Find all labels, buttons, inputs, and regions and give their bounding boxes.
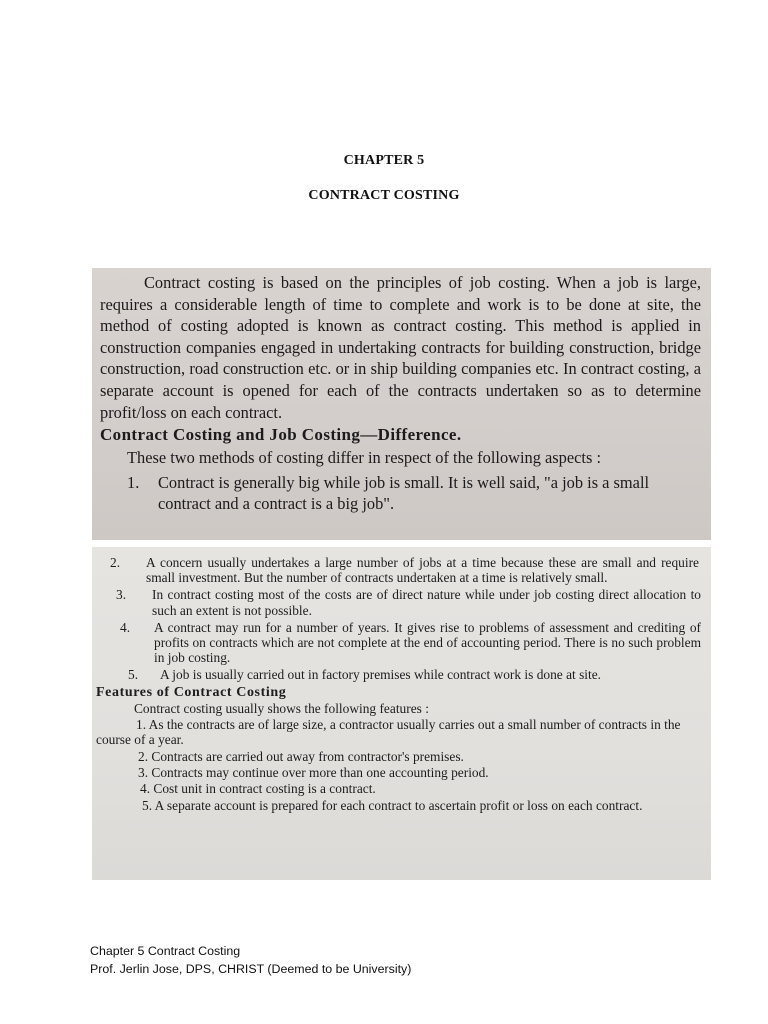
feature-item-1: 1. As the contracts are of large size, a contractor usually carries out a small number of contracts in the course of a year. (96, 717, 681, 748)
difference-heading: Contract Costing and Job Costing—Difference. (100, 425, 462, 445)
chapter-title: CONTRACT COSTING (308, 188, 460, 203)
feature-item-3: 3. Contracts may continue over more than one accounting period. (138, 765, 489, 781)
item-text: A concern usually undertakes a large number of jobs at a time because these are small and require small investment. But the number of contracts undertaken at a time is relatively small. (146, 555, 699, 586)
difference-item-1 (100, 472, 701, 514)
difference-item-2 (96, 555, 699, 585)
feature-item-2: 2. Contracts are carried out away from contractor's premises. (138, 748, 464, 764)
item-text: Contract is generally big while job is small. It is well said, "a job is a small contract and a contract is a big job". (158, 473, 650, 514)
item-text: A job is usually carried out in factory premises while contract work is done at site. (160, 667, 602, 683)
item-number: 5. (128, 667, 139, 683)
features-intro: Contract costing usually shows the following features : (134, 700, 429, 716)
scanned-excerpt-1 (92, 268, 711, 540)
item-number: 2. (110, 555, 121, 570)
item-number: 4. (120, 619, 131, 635)
difference-item-4 (96, 620, 701, 666)
item-text: In contract costing most of the costs are of direct nature while under job costing direct allocation to such an extent is not possible. (152, 587, 701, 618)
footer-author: Prof. Jerlin Jose, DPS, CHRIST (Deemed to be University) (90, 962, 412, 976)
difference-item-3 (96, 587, 701, 617)
difference-intro: These two methods of costing differ in respect of the following aspects : (127, 448, 601, 468)
intro-paragraph: Contract costing is based on the principles of job costing. When a job is large, requires a considerable length of time to complete and work is to be done at site, the method of costing adopted is known as contract costing. This method is applied in construction companies engaged in undertaking contracts for building construction, bridge construction, road construction etc. or in ship building companies etc. In contract costing, a separate account is opened for each of the contracts undertaken so as to determine profit/loss on each contract. (100, 273, 701, 422)
feature-item-5: 5. A separate account is prepared for each contract to ascertain profit or loss on each contract. (142, 797, 643, 813)
item-text: A contract may run for a number of years. It gives rise to problems of assessment and crediting of profits on contracts which are not complete at the end of accounting period. There is no such problem in job costing. (154, 619, 701, 666)
scanned-excerpt-2 (92, 547, 711, 880)
item-number: 3. (116, 587, 127, 603)
features-heading: Features of Contract Costing (96, 684, 287, 700)
feature-item-4: 4. Cost unit in contract costing is a contract. (140, 781, 376, 797)
footer-chapter: Chapter 5 Contract Costing (90, 944, 241, 958)
chapter-number: CHAPTER 5 (343, 153, 425, 168)
difference-item-5 (96, 667, 701, 682)
item-number: 1. (127, 473, 140, 493)
